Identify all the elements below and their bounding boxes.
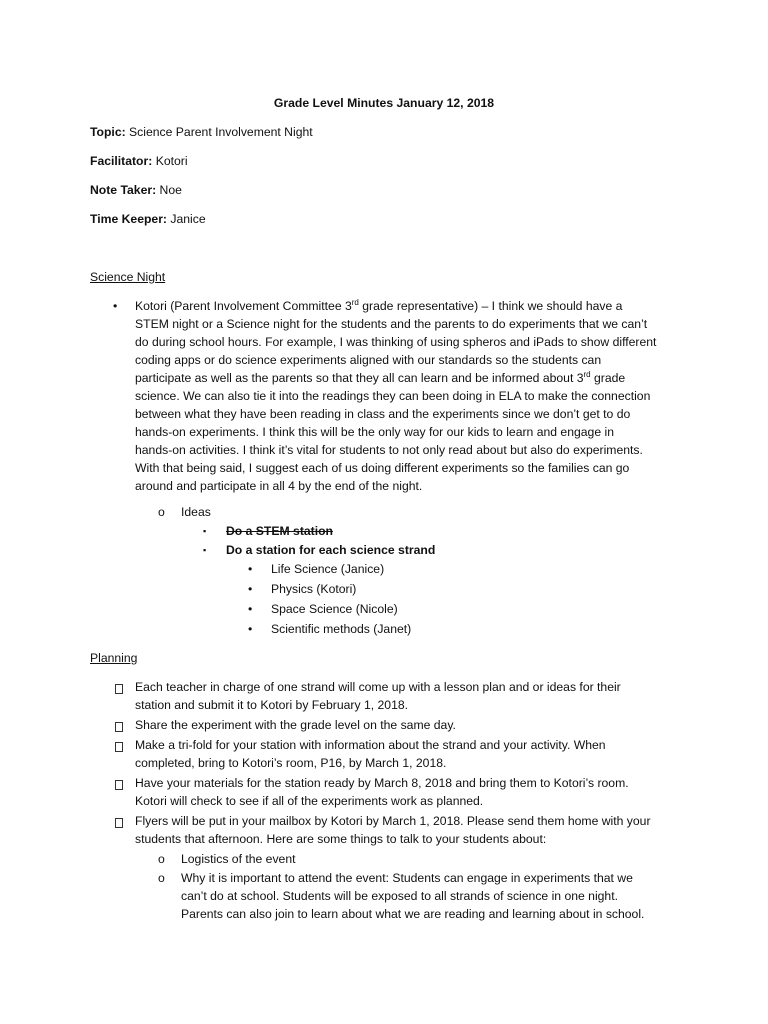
planning-item bbox=[135, 812, 690, 848]
planning-sub-item bbox=[181, 869, 691, 923]
planning-line: Flyers will be put in your mailbox by Kotori by March 1, 2018. Please send them home with your bbox=[135, 814, 651, 828]
bullet-icon: • bbox=[248, 562, 253, 576]
paragraph-line: coding apps or do science experiments aligned with our standards so the students can bbox=[135, 353, 602, 367]
paragraph-line: With that being said, I suggest each of us doing different experiments so the families can go bbox=[135, 461, 630, 475]
strand-item: Scientific methods (Janet) bbox=[271, 622, 412, 636]
document-title: Grade Level Minutes January 12, 2018 bbox=[273, 96, 495, 110]
planning-line: Kotori will check to see if all of the experiments work as planned. bbox=[135, 794, 484, 808]
paragraph-line: science. We can also tie it into the readings they can been doing in ELA to make the connection bbox=[135, 389, 651, 403]
square-bullet-icon: ▪ bbox=[203, 545, 207, 555]
circle-bullet-icon: o bbox=[158, 505, 165, 519]
circle-bullet-icon: o bbox=[158, 871, 165, 885]
science-night-paragraph bbox=[135, 297, 680, 495]
timekeeper-value: Janice bbox=[170, 212, 206, 226]
bullet-icon: • bbox=[248, 582, 253, 596]
facilitator-line bbox=[90, 152, 188, 170]
square-bullet-icon: ▪ bbox=[203, 526, 207, 536]
idea-struck: Do a STEM station bbox=[226, 524, 333, 538]
facilitator-label: Facilitator: bbox=[90, 154, 153, 168]
bullet-icon: • bbox=[113, 299, 118, 313]
idea-station: Do a station for each science strand bbox=[226, 543, 436, 557]
paragraph-line: participate as well as the parents so that they all can learn and be informed about 3rd grade bbox=[135, 369, 626, 385]
notetaker-label: Note Taker: bbox=[90, 183, 157, 197]
planning-line: Each teacher in charge of one strand will come up with a lesson plan and or ideas for their bbox=[135, 680, 621, 694]
planning-sub-line: Parents can also join to learn about what we are reading and learning about in school. bbox=[181, 907, 645, 921]
notetaker-value: Noe bbox=[159, 183, 182, 197]
notetaker-line bbox=[90, 181, 182, 199]
topic-line bbox=[90, 123, 313, 141]
paragraph-line: between what they have been reading in class and the experiments since we don’t get to do bbox=[135, 407, 631, 421]
circle-bullet-icon: o bbox=[158, 852, 165, 866]
planning-line: Have your materials for the station ready by March 8, 2018 and bring them to Kotori’s room. bbox=[135, 776, 629, 790]
timekeeper-line bbox=[90, 210, 206, 228]
planning-sub-line: Why it is important to attend the event: Students can engage in experiments that we bbox=[181, 871, 633, 885]
planning-line: students that afternoon. Here are some things to talk to your students about: bbox=[135, 832, 547, 846]
planning-item bbox=[135, 678, 690, 714]
strand-item: Space Science (Nicole) bbox=[271, 602, 398, 616]
bullet-icon: • bbox=[248, 602, 253, 616]
paragraph-line: do during school hours. For example, I was thinking of using spheros and iPads to show different bbox=[135, 335, 657, 349]
paragraph-line: hands-on activities. I think it’s vital for students to not only read about but also do experiments. bbox=[135, 443, 643, 457]
planning-line: Make a tri-fold for your station with information about the strand and your activity. When bbox=[135, 738, 606, 752]
checkbox-icon bbox=[115, 680, 123, 698]
planning-line: station and submit it to Kotori by February 1, 2018. bbox=[135, 698, 409, 712]
planning-line: completed, bring to Kotori’s room, P16, by March 1, 2018. bbox=[135, 756, 447, 770]
planning-sub-item: Logistics of the event bbox=[181, 852, 296, 866]
checkbox-icon bbox=[115, 776, 123, 794]
planning-item bbox=[135, 736, 690, 772]
topic-label: Topic: bbox=[90, 125, 126, 139]
planning-line: Share the experiment with the grade level on the same day. bbox=[135, 718, 456, 732]
planning-heading: Planning bbox=[90, 651, 138, 665]
checkbox-icon bbox=[115, 814, 123, 832]
science-night-heading: Science Night bbox=[90, 270, 166, 284]
paragraph-line: around and participate in all 4 by the end of the night. bbox=[135, 479, 423, 493]
bullet-icon: • bbox=[248, 622, 253, 636]
ideas-label: Ideas bbox=[181, 505, 211, 519]
paragraph-line: STEM night or a Science night for the students and the parents to do experiments that we can’t bbox=[135, 317, 648, 331]
strand-item: Life Science (Janice) bbox=[271, 562, 385, 576]
planning-item bbox=[135, 774, 690, 810]
planning-sub-line: can’t do at school. Students will be exposed to all strands of science in one night. bbox=[181, 889, 618, 903]
strand-item: Physics (Kotori) bbox=[271, 582, 357, 596]
checkbox-icon bbox=[115, 718, 123, 736]
checkbox-icon bbox=[115, 738, 123, 756]
topic-value: Science Parent Involvement Night bbox=[129, 125, 313, 139]
timekeeper-label: Time Keeper: bbox=[90, 212, 167, 226]
planning-item bbox=[135, 716, 690, 734]
paragraph-line: hands-on experiments. I think this will be the only way for our kids to learn and engage in bbox=[135, 425, 614, 439]
paragraph-line: Kotori (Parent Involvement Committee 3rd grade representative) – I think we should have a bbox=[135, 297, 623, 313]
facilitator-value: Kotori bbox=[155, 154, 188, 168]
